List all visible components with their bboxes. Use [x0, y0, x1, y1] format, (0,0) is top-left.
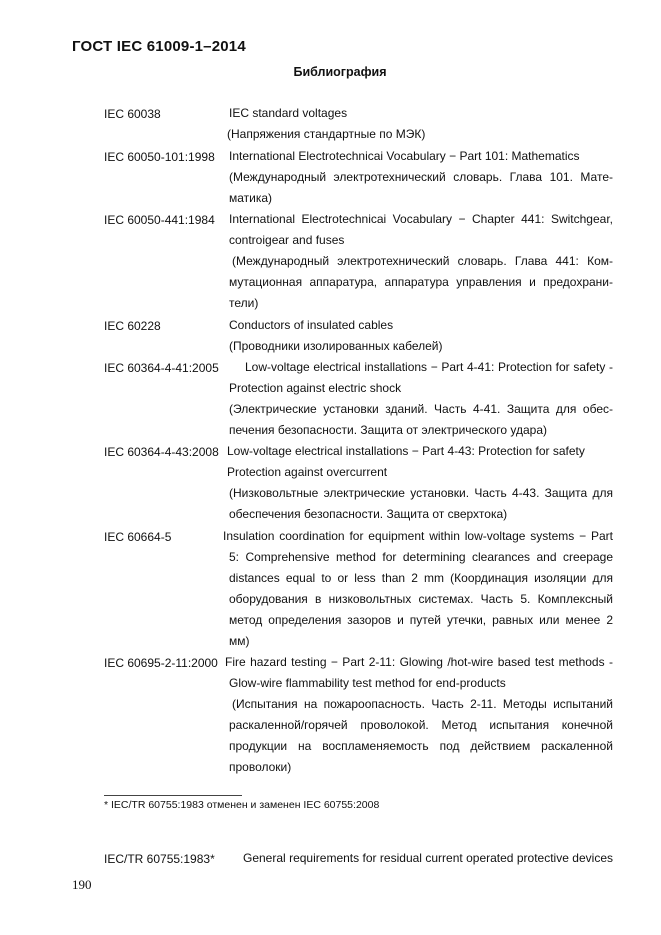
entry-line: метод определения зазоров и путей утечки, равных или менее 2	[229, 613, 613, 627]
entry-line: distances equal to or less than 2 mm (Координация изоляции для	[229, 571, 613, 585]
entry-line: Protection against overcurrent	[227, 465, 388, 479]
entry-description	[229, 103, 613, 145]
entry-code: IEC 60364-4-41:2005	[104, 361, 219, 375]
entry-code: IEC 60664-5	[104, 530, 172, 544]
entry-description	[225, 652, 613, 778]
entry-code: IEC 60695-2-11:2000	[104, 656, 218, 670]
entry-line: International Electrotechnicai Vocabulary − Part 101: Mathematics	[229, 149, 580, 163]
entry-line: тели)	[229, 296, 259, 310]
entry-line: печения безопасности. Защита от электрического удара)	[229, 423, 548, 437]
entry-description	[229, 357, 613, 441]
entry-line: продукции на воспламеняемость под действием раскаленной	[229, 739, 613, 753]
section-title: Библиография	[293, 65, 387, 79]
entry-line: (Проводники изолированных кабелей)	[229, 339, 443, 353]
entry-line: (Электрические установки зданий. Часть 4-41. Защита для обес-	[229, 402, 613, 416]
entry-description	[227, 441, 613, 525]
entry-line: IEC standard voltages	[229, 106, 348, 120]
entry-line: Low-voltage electrical installations − Part 4-43: Protection for safety	[227, 444, 585, 458]
entry-line: раскаленной/горячей проволокой. Метод испытания конечной	[229, 718, 613, 732]
footnote-divider	[104, 795, 242, 796]
entry-line: General requirements for residual current operated protective devices	[243, 851, 613, 865]
entry-line: мутационная аппаратура, аппаратура управления и предохрани-	[229, 275, 613, 289]
entry-line: Insulation coordination for equipment within low-voltage systems − Part	[223, 529, 613, 543]
entry-line: обеспечения безопасности. Защита от сверхтока)	[229, 507, 508, 521]
entry-code: IEC 60050-441:1984	[104, 213, 215, 227]
entry-line: мм)	[229, 634, 250, 648]
entry-code: IEC 60228	[104, 319, 161, 333]
entry-line: (Международный электротехнический словарь. Глава 441: Ком-	[232, 254, 613, 268]
standard-header: ГОСТ IEC 61009-1–2014	[72, 38, 246, 55]
entry-line: Low-voltage electrical installations − Part 4-41: Protection for safety -	[245, 360, 613, 374]
entry-code: IEC 60038	[104, 107, 161, 121]
entry-line: Protection against electric shock	[229, 381, 402, 395]
entry-line: (Низковольтные электрические установки. Часть 4-43. Защита для	[229, 486, 613, 500]
entry-line: матика)	[229, 191, 273, 205]
entry-description	[243, 848, 613, 869]
entry-description	[223, 526, 613, 652]
entry-line: Glow-wire flammability test method for end-products	[229, 676, 506, 690]
entry-line: (Испытания на пожароопасность. Часть 2-11. Методы испытаний	[232, 697, 613, 711]
entry-line: (Международный электротехнический словарь. Глава 101. Мате-	[229, 170, 613, 184]
entry-line: проволоки)	[229, 760, 292, 774]
entry-line: controigear and fuses	[229, 233, 345, 247]
entry-line: (Напряжения стандартные по МЭК)	[227, 127, 426, 141]
entry-description	[229, 146, 613, 209]
entry-description	[229, 315, 613, 357]
entry-line: 5: Comprehensive method for determining clearances and creepage	[229, 550, 613, 564]
entry-line: Conductors of insulated cables	[229, 318, 394, 332]
entry-code: IEC 60050-101:1998	[104, 150, 215, 164]
entry-code: IEC/TR 60755:1983*	[104, 852, 215, 866]
entry-line: Fire hazard testing − Part 2-11: Glowing /hot-wire based test methods -	[225, 655, 613, 669]
entry-code: IEC 60364-4-43:2008	[104, 445, 219, 459]
entry-line: International Electrotechnicai Vocabulary − Chapter 441: Switchgear,	[229, 212, 613, 226]
footnote: * IEC/TR 60755:1983 отменен и заменен IEC 60755:2008	[104, 799, 380, 811]
page-number: 190	[72, 877, 92, 892]
entry-line: оборудования в низковольтных системах. Часть 5. Комплексный	[229, 592, 613, 606]
entry-description	[229, 209, 613, 314]
